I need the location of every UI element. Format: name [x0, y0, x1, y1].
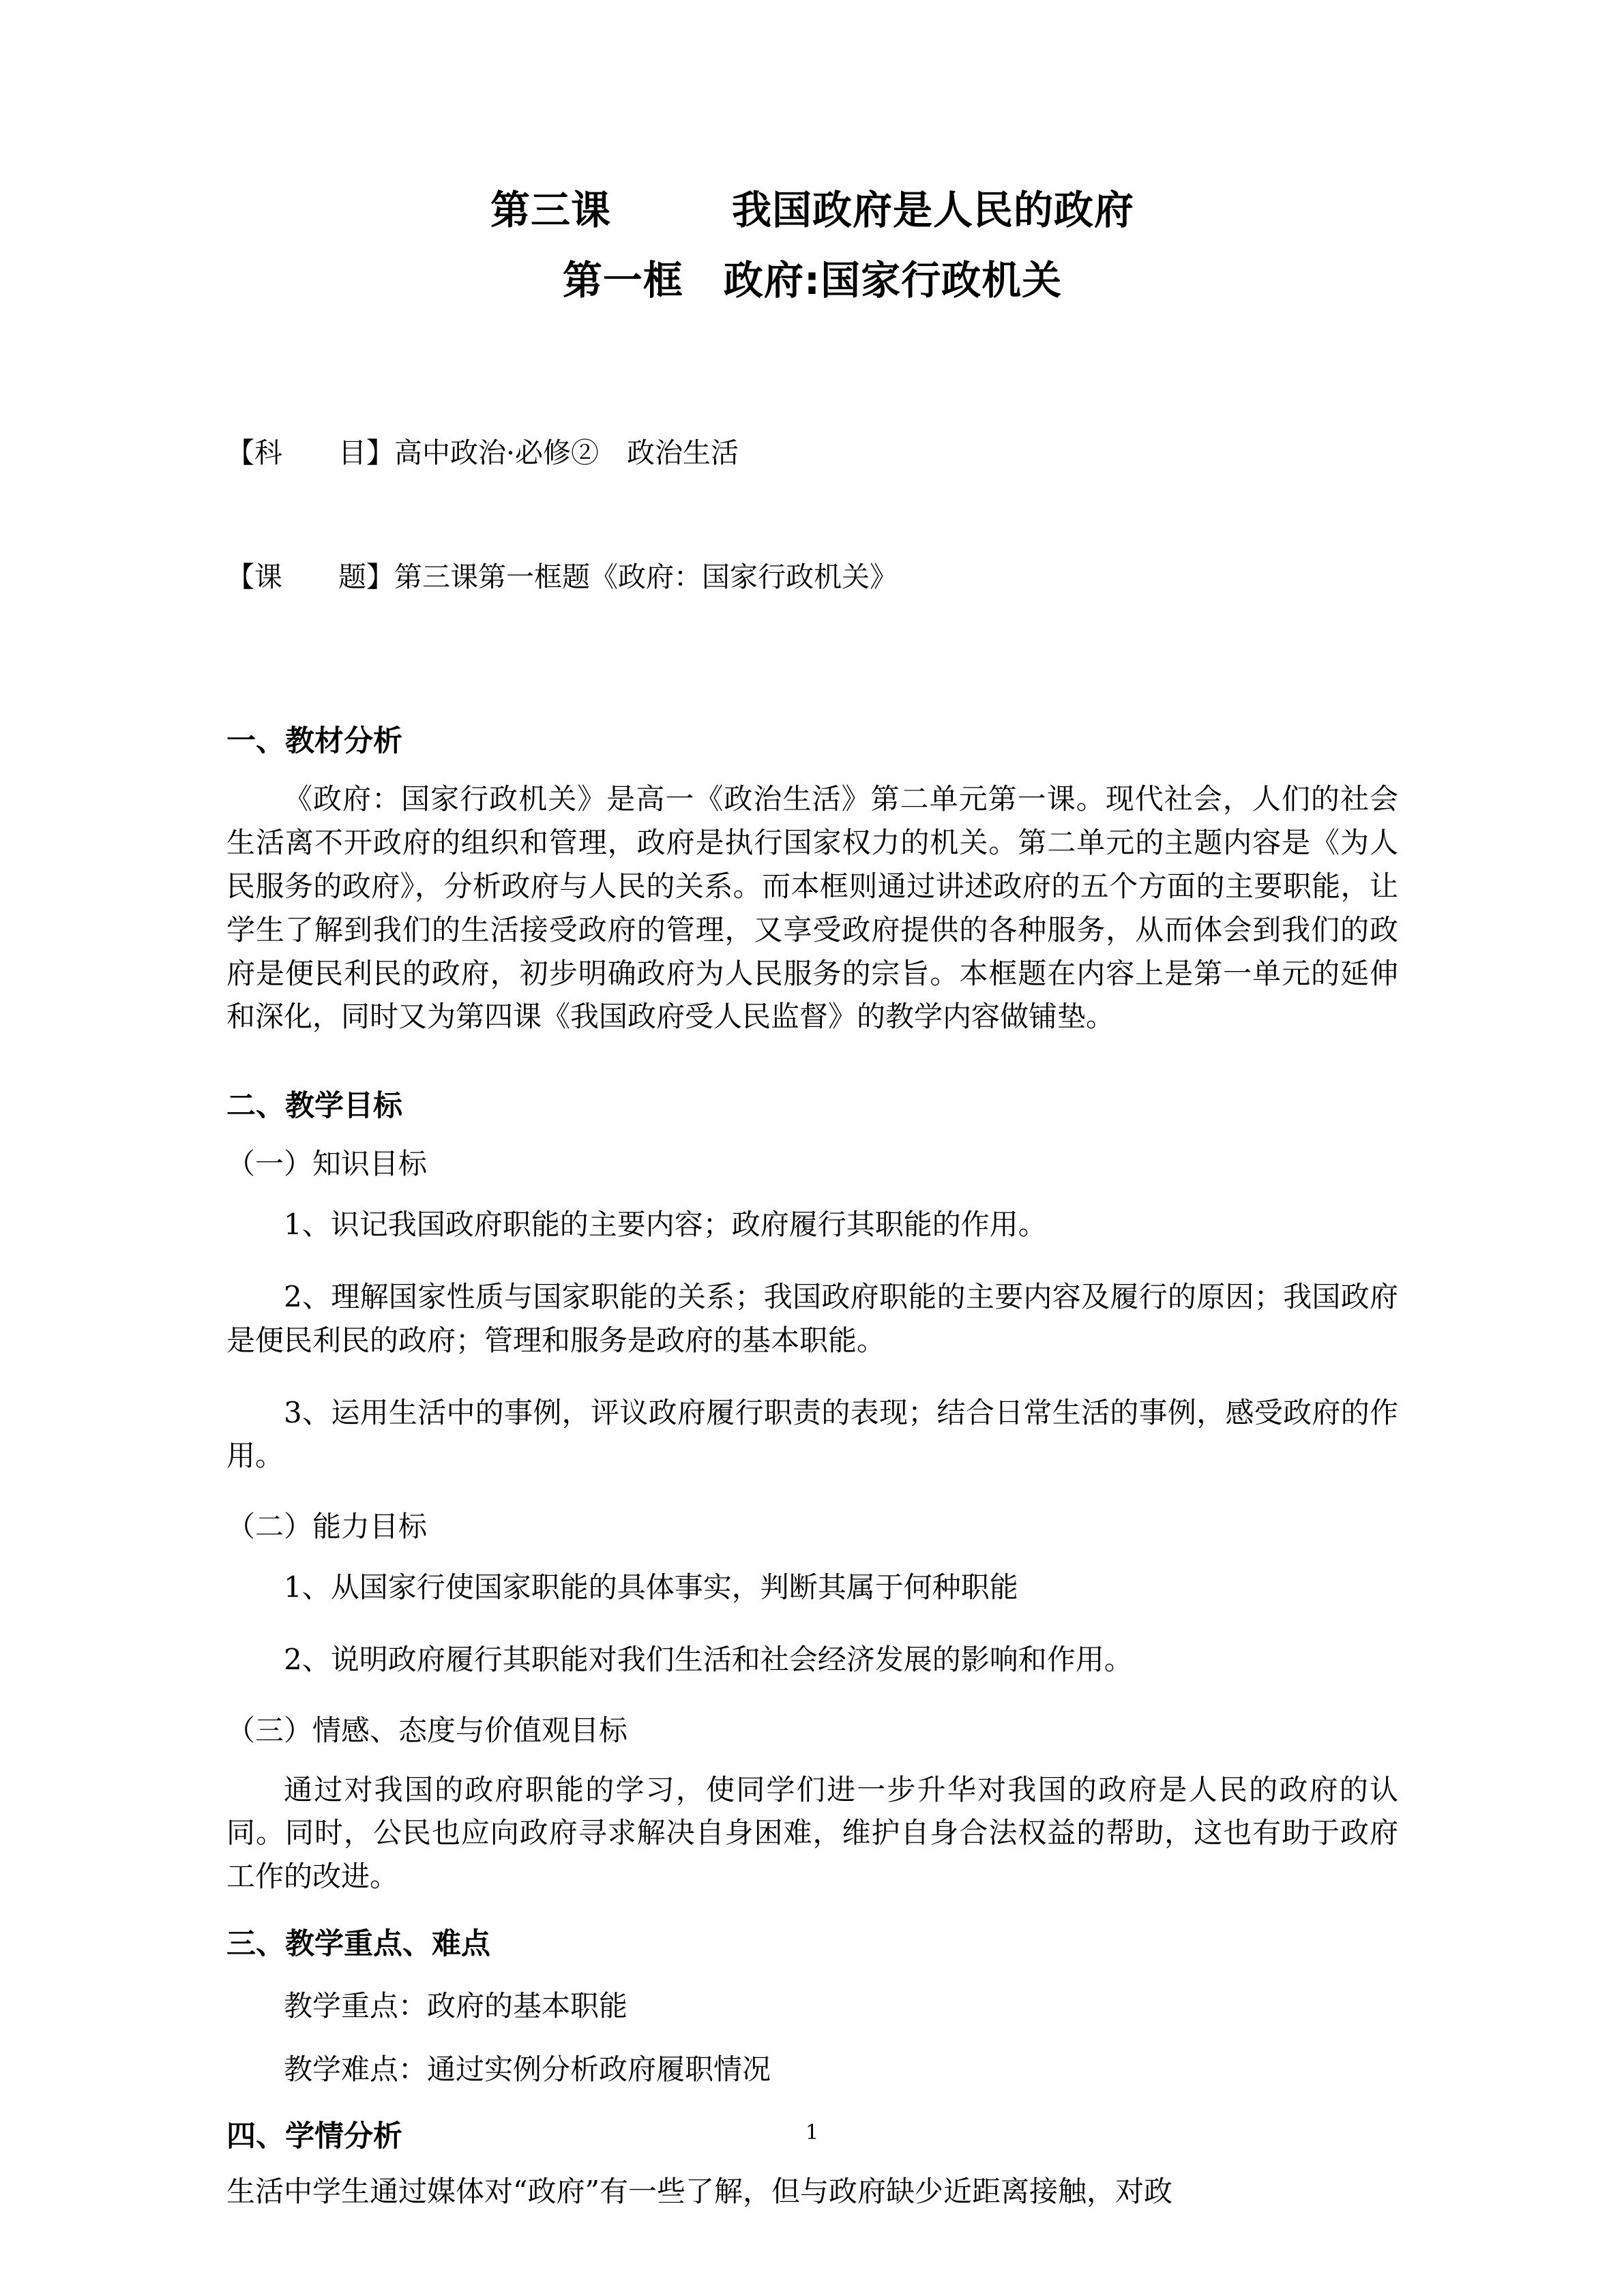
document-title-sub: 第一框 政府:国家行政机关 [562, 256, 1063, 303]
section-paragraph-emotion-attitude-values: 通过对我国的政府职能的学习，使同学们进一步升华对我国的政府是人民的政府的认同。同时，公民也应向政府寻求解决自身困难，维护自身合法权益的帮助，这也有助于政府工作的改进。 [226, 1772, 1398, 1894]
teaching-key-point: 教学重点：政府的基本职能 [284, 1988, 628, 2023]
subheading-ability-objectives: （二）能力目标 [226, 1510, 428, 1544]
section-paragraph-textbook-analysis: 《政府：国家行政机关》是高一《政治生活》第二单元第一课。现代社会，人们的社会生活离不开政府的组织和管理，政府是执行国家权力的机关。第二单元的主题内容是《为人民服务的政府》，分析政府与人民的关系。而本框则通过讲述政府的五个方面的主要职能，让学生了解到我们的生活接受政府的管理，又享受政府提供的各种服务，从而体会到我们的政府是便民利民的政府，初步明确政府为人民服务的宗旨。本框题在内容上是第一单元的延伸和深化，同时又为第四课《我国政府受人民监督》的教学内容做铺垫。 [226, 782, 1398, 1034]
subheading-knowledge-objectives: （一）知识目标 [226, 1147, 428, 1181]
list-item: 3、运用生活中的事例，评议政府履行职责的表现；结合日常生活的事例，感受政府的作用。 [226, 1395, 1398, 1473]
subheading-emotion-attitude-values-objectives: （三）情感、态度与价值观目标 [226, 1713, 628, 1747]
section-heading-student-analysis: 四、学情分析 [226, 2119, 402, 2153]
document-title-main: 第三课 我国政府是人民的政府 [490, 187, 1134, 233]
metadata-topic: 【课 题】第三课第一框题《政府：国家行政机关》 [226, 561, 898, 594]
list-item: 2、说明政府履行其职能对我们生活和社会经济发展的影响和作用。 [284, 1642, 1133, 1676]
section-heading-key-and-difficult-points: 三、教学重点、难点 [226, 1927, 490, 1962]
section-paragraph-student-analysis: 生活中学生通过媒体对“政府”有一些了解，但与政府缺少近距离接触，对政 [226, 2174, 1172, 2208]
document-content [226, 0, 1398, 2213]
list-item: 2、理解国家性质与国家职能的关系；我国政府职能的主要内容及履行的原因；我国政府是便民利民的政府；管理和服务是政府的基本职能。 [226, 1279, 1398, 1357]
page-number: 1 [805, 2121, 819, 2145]
section-heading-teaching-objectives: 二、教学目标 [226, 1089, 402, 1124]
metadata-subject: 【科 目】高中政治·必修② 政治生活 [226, 436, 739, 470]
section-heading-textbook-analysis: 一、教材分析 [226, 724, 402, 759]
list-item: 1、从国家行使国家职能的具体事实，判断其属于何种职能 [284, 1570, 1018, 1605]
list-item: 1、识记我国政府职能的主要内容；政府履行其职能的作用。 [284, 1208, 1047, 1242]
teaching-difficult-point: 教学难点：通过实例分析政府履职情况 [284, 2052, 771, 2086]
metadata-block [226, 350, 1398, 681]
